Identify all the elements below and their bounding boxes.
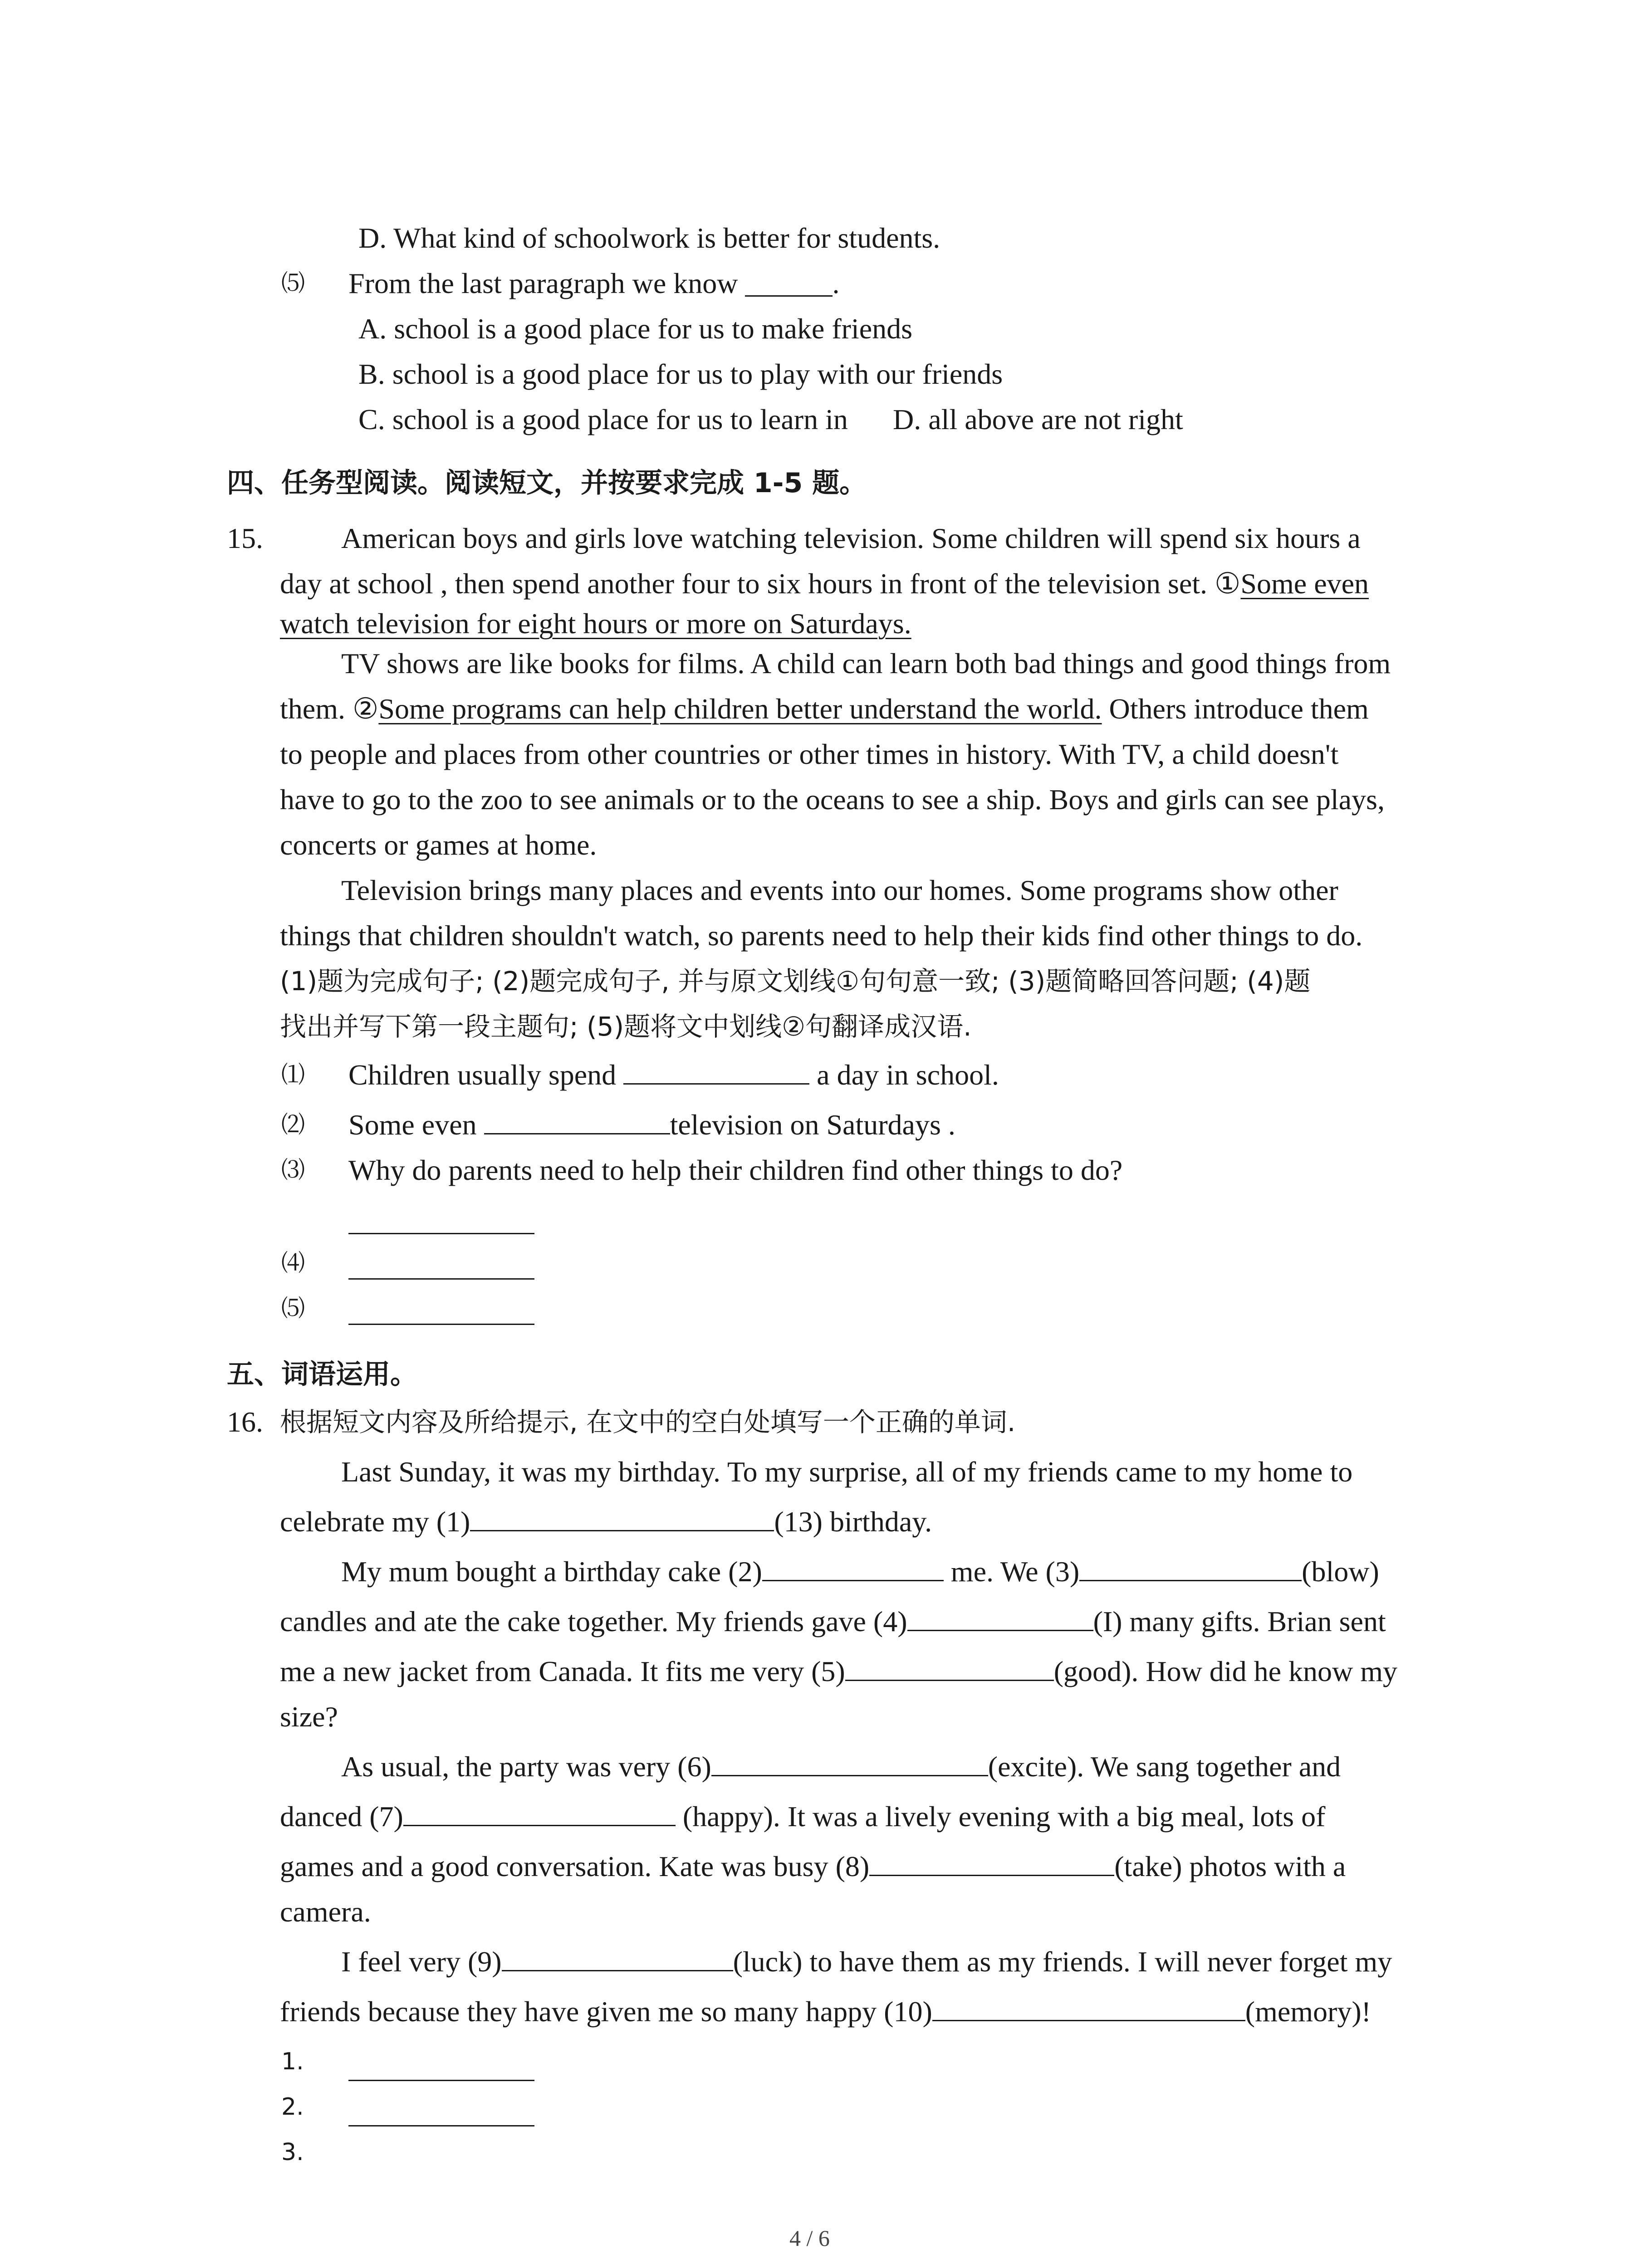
question-16-number: 16. [227,1406,263,1438]
q15-2-sentence: Some even television on Saturdays . [348,1105,955,1145]
section-4-heading: 四、任务型阅读。阅读短文，并按要求完成 1-5 题。 [227,467,867,499]
page-number: 4 / 6 [789,2225,830,2251]
answer-1-label: 1. [281,2048,304,2075]
q14-5-stem: From the last paragraph we know ______. [348,267,840,299]
answer-blank[interactable] [711,1748,988,1776]
s5-p3-line2: danced (7) (happy). It was a lively evening with a big meal, lots of [280,1796,1325,1837]
q14-5-option-d: D. all above are not right [893,403,1183,435]
q14-5-number: ⑸ [281,270,305,297]
answer-1-line[interactable] [348,2080,534,2081]
answer-blank[interactable] [932,1993,1245,2021]
answer-blank[interactable] [869,1848,1114,1876]
s5-p1-line1: Last Sunday, it was my birthday. To my surprise, all of my friends came to my home to [341,1456,1353,1488]
answer-blank[interactable] [484,1106,670,1134]
answer-blank[interactable] [623,1056,809,1085]
s5-p2-line3: me a new jacket from Canada. It fits me very (5) (good). How did he know my [280,1651,1397,1692]
s5-p3-line3: games and a good conversation. Kate was busy (8) (take) photos with a [280,1846,1346,1887]
passage-p1-line2: day at school , then spend another four to six hours in front of the television set. ①Some even [280,567,1369,600]
passage-p2-line1: TV shows are like books for films. A child can learn both bad things and good things from [341,647,1391,679]
passage-p2-line2: them. ②Some programs can help children better understand the world. Others introduce them [280,693,1369,725]
q15-3-number: ⑶ [281,1157,305,1184]
q15-3-answer-line[interactable] [348,1233,534,1234]
passage-p1-line1: American boys and girls love watching television. Some children will spend six hours a [341,522,1361,554]
s5-p4-line2: friends because they have given me so many happy (10) (memory)! [280,1991,1371,2032]
passage-p1-line3: watch television for eight hours or more on Saturdays. [280,607,911,640]
q15-5-answer-line[interactable] [348,1324,534,1325]
passage-p2-line5: concerts or games at home. [280,829,597,861]
q15-3-question: Why do parents need to help their children find other things to do? [348,1154,1123,1186]
question-15-number: 15. [227,522,263,554]
passage-p3-line2: things that children shouldn't watch, so parents need to help their kids find other things to do. [280,919,1363,952]
s5-p2-line4: size? [280,1701,338,1733]
q15-5-number: ⑸ [281,1295,305,1322]
passage-p2-line3: to people and places from other countries or other times in history. With TV, a child doesn't [280,738,1339,770]
s5-p4-line1: I feel very (9) (luck) to have them as my friends. I will never forget my [341,1941,1392,1982]
q15-1-number: ⑴ [281,1061,305,1089]
answer-blank[interactable] [762,1553,944,1581]
answer-blank[interactable] [845,1652,1054,1681]
section-5-heading: 五、词语运用。 [227,1359,417,1390]
s5-p3-line4: camera. [280,1896,371,1928]
passage-p2-line4: have to go to the zoo to see animals or to the oceans to see a ship. Boys and girls can see plays, [280,783,1385,816]
answer-2-label: 2. [281,2093,304,2121]
q15-2-number: ⑵ [281,1111,305,1139]
answer-blank[interactable] [1079,1553,1302,1581]
s5-p2-line1: My mum bought a birthday cake (2) me. We (3) (blow) [341,1551,1379,1592]
s5-p1-line2: celebrate my (1) (13) birthday. [280,1501,932,1542]
instruction-line2: 找出并写下第一段主题句; (5)题将文中划线②句翻译成汉语. [280,1011,972,1042]
q14-5-option-a: A. school is a good place for us to make friends [358,313,913,345]
answer-blank[interactable] [907,1603,1093,1631]
q15-4-number: ⑷ [281,1250,305,1277]
q15-1-sentence: Children usually spend a day in school. [348,1055,999,1095]
instruction-line1: (1)题为完成句子; (2)题完成句子, 并与原文划线①句句意一致; (3)题简略回答问题; (4)题 [280,966,1311,997]
q14-option-d: D. What kind of schoolwork is better for students. [358,222,941,254]
answer-blank[interactable] [502,1943,733,1971]
s5-p2-line2: candles and ate the cake together. My friends gave (4) (I) many gifts. Brian sent [280,1601,1386,1642]
answer-3-label: 3. [281,2139,304,2166]
s5-p3-line1: As usual, the party was very (6) (excite). We sang together and [341,1746,1341,1787]
answer-blank[interactable] [470,1503,774,1531]
question-16-instruction: 根据短文内容及所给提示, 在文中的空白处填写一个正确的单词. [280,1407,1016,1437]
passage-p3-line1: Television brings many places and events into our homes. Some programs show other [341,874,1338,906]
answer-blank[interactable] [403,1798,676,1826]
q14-5-option-c: C. school is a good place for us to learn in [358,403,848,435]
q14-5-option-b: B. school is a good place for us to play with our friends [358,358,1003,390]
q15-4-answer-line[interactable] [348,1278,534,1280]
answer-2-line[interactable] [348,2125,534,2126]
